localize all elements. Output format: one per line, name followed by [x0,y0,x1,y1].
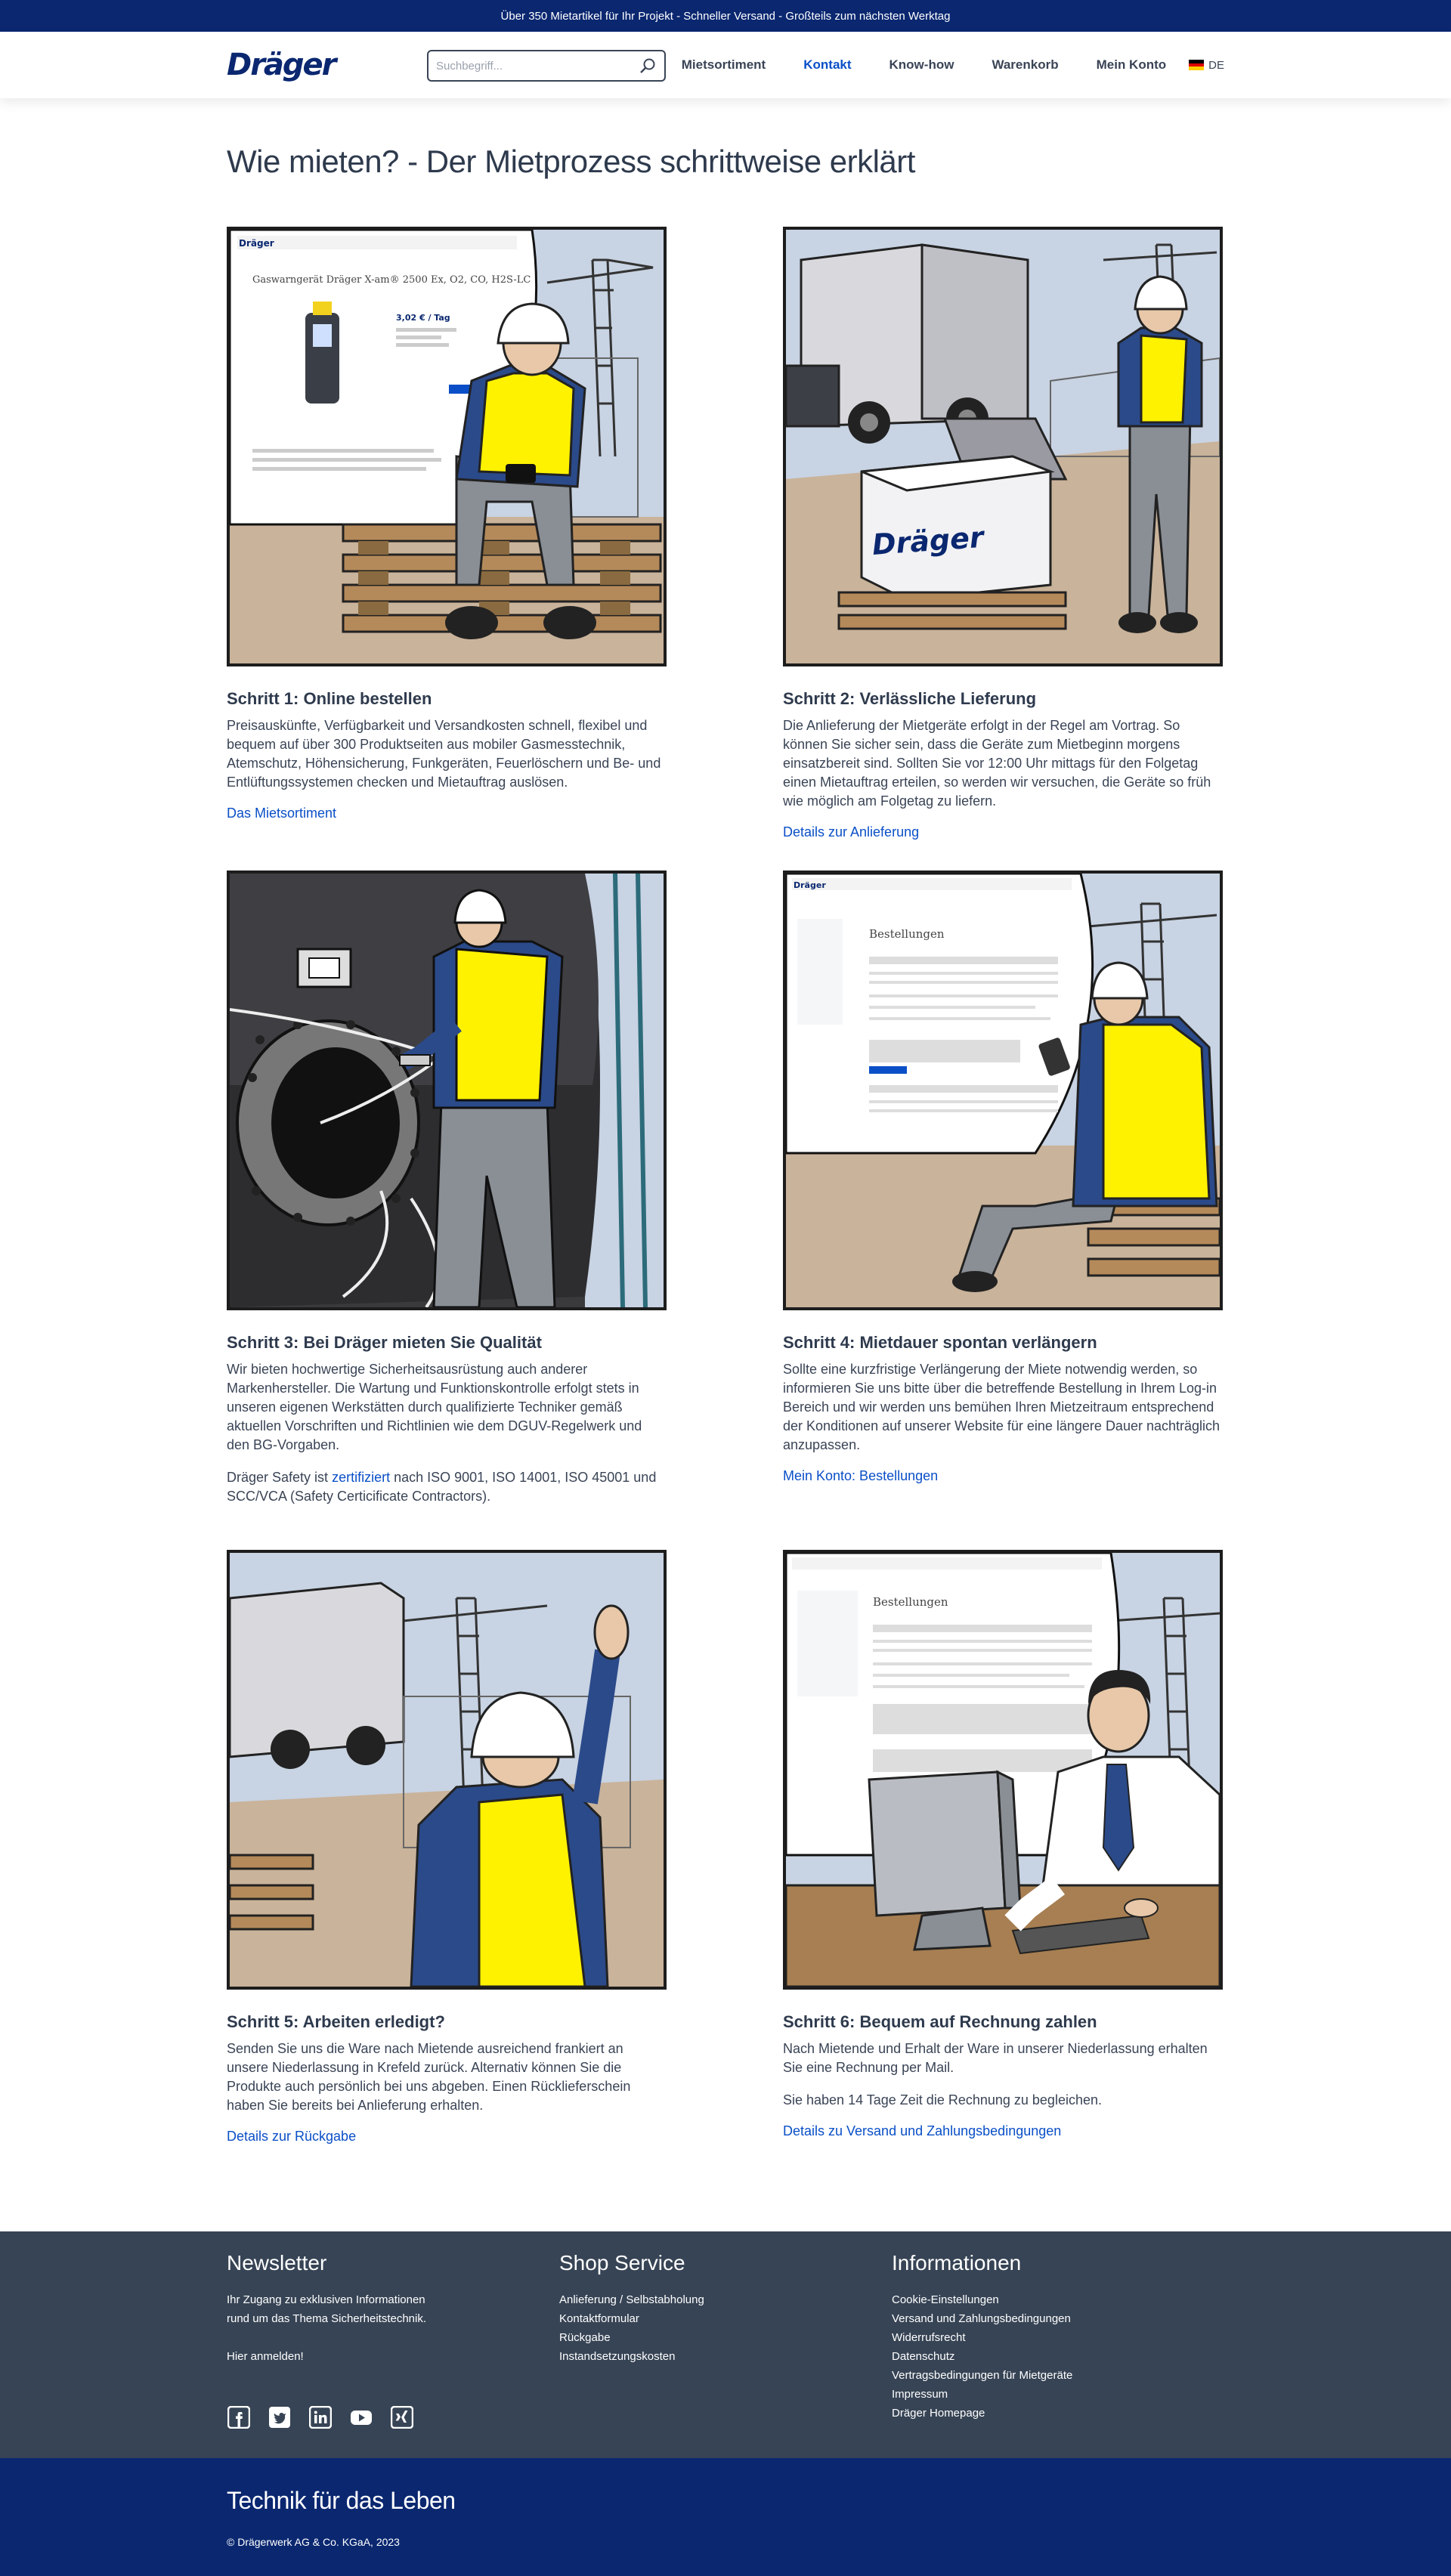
language-label: DE [1208,58,1224,72]
promo-bar [0,0,1451,32]
youtube-icon[interactable] [349,2405,373,2429]
footer-link-kontaktformular[interactable]: Kontaktformular [559,2312,639,2325]
step-1-link[interactable]: Das Mietsortiment [227,806,337,821]
step-6-illustration [783,1550,1223,1990]
linkedin-icon[interactable] [308,2405,333,2429]
step-5-illustration [227,1550,667,1990]
search-input[interactable] [436,60,639,73]
step-4-link[interactable]: Mein Konto: Bestellungen [783,1468,939,1483]
nav-warenkorb[interactable]: Warenkorb [992,57,1059,72]
step-2-text: Die Anlieferung der Mietgeräte erfolgt in der Regel am Vortrag. So können Sie sicher sein, dass die Geräte zum Mietbeginn morgens einsatzbereit sind. Sollten Sie vor 12:00 Uhr mittags für den Folgetag einen Mietauftrag erteilen, so werden wir versuchen, die Geräte so früh wie möglich am Folgetag zu liefern. [783,718,1211,809]
step-2-illustration [783,227,1223,666]
newsletter-text-1: Ihr Zugang zu exklusiven Informationen [227,2293,425,2306]
step-3 [227,871,667,1520]
footer-link-versand[interactable]: Versand und Zahlungsbedingungen [892,2312,1071,2325]
step-6-text-2: Sie haben 14 Tage Zeit die Rechnung zu begleichen. [783,2092,1102,2107]
step-1-illustration [227,227,667,666]
site-footer [0,2231,1451,2458]
copyright: © Drägerwerk AG & Co. KGaA, 2023 [227,2536,400,2548]
step-3-title: Schritt 3: Bei Dräger mieten Sie Qualität [227,1333,542,1352]
twitter-icon[interactable] [268,2405,292,2429]
step-4 [783,871,1223,1520]
shop-service-column [559,2251,892,2429]
nav-mein-konto[interactable]: Mein Konto [1096,57,1167,72]
language-switch[interactable] [1189,59,1224,72]
site-header [0,32,1451,98]
step-5-link[interactable]: Details zur Rückgabe [227,2129,357,2144]
step-4-illustration [783,871,1223,1310]
step-1-screen-title: Gaswarngerät Dräger X-am® 2500 Ex, O2, CO, H2S-LC [252,274,531,286]
footer-link-vertragsbedingungen[interactable]: Vertragsbedingungen für Mietgeräte [892,2369,1073,2382]
slogan: Technik für das Leben [227,2487,456,2514]
promo-text: Über 350 Mietartikel für Ihr Projekt - Schneller Versand - Großteils zum nächsten Werktag [500,9,951,23]
step-2-title: Schritt 2: Verlässliche Lieferung [783,689,1037,708]
step-3-illustration [227,871,667,1310]
step-2-link[interactable]: Details zur Anlieferung [783,824,920,840]
shop-service-title: Shop Service [559,2251,685,2274]
step-1-text: Preisauskünfte, Verfügbarkeit und Versandkosten schnell, flexibel und bequem auf über 300 Produktseiten aus mobiler Gasmesstechnik, Atemschutz, Höhensicherung, Funkgeräten, Feuerlöschern und Be- und Entlüftungssystemen checken und Mietauftrag auslösen. [227,718,661,790]
step-3-text-2-after: nach ISO 9001, ISO 14001, ISO 45001 und SCC/VCA (Safety Certicificate Contractors). [227,1470,657,1504]
newsletter-text-2: rund um das Thema Sicherheitstechnik. [227,2312,427,2325]
step-2-box-label: Dräger [871,520,985,561]
footer-link-instandsetzung[interactable]: Instandsetzungskosten [559,2350,676,2363]
informationen-title: Informationen [892,2251,1022,2274]
step-2 [783,227,1223,840]
step-6-title: Schritt 6: Bequem auf Rechnung zahlen [783,2012,1097,2031]
nav-mietsortiment[interactable]: Mietsortiment [681,57,766,72]
search-box [427,50,666,82]
step-3-text: Wir bieten hochwertige Sicherheitsausrüstung auch anderer Markenhersteller. Die Wartung und Funktionskontrolle erfolgt stets in unseren eigenen Werkstätten durch qualifizierte Techniker gemäß aktuellen Vorschriften und Richtlinien wie dem DGUV-Regelwerk und den BG-Vorgaben. [227,1362,642,1452]
steps-grid [227,227,1224,2175]
step-6-link[interactable]: Details zu Versand und Zahlungsbedingungen [783,2123,1062,2138]
main-content [227,144,1224,2175]
footer-link-anlieferung[interactable]: Anlieferung / Selbstabholung [559,2293,704,2306]
step-1-title: Schritt 1: Online bestellen [227,689,432,708]
step-4-text: Sollte eine kurzfristige Verlängerung der Miete notwendig werden, so informieren Sie uns bitte über die betreffende Bestellung in Ihrem Log-in Bereich und wir werden uns bemühen Ihren Mietzeitraum entsprechend der Konditionen auf unserer Website für eine längere Dauer nachträglich anzupassen. [783,1362,1221,1452]
page-title: Wie mieten? - Der Mietprozess schrittweise erklärt [227,144,915,179]
social-links [227,2405,559,2429]
step-1 [227,227,667,840]
newsletter-title: Newsletter [227,2251,327,2274]
svg-text:Dräger: Dräger [794,880,826,890]
draeger-logo[interactable]: Dräger [227,48,336,82]
step-5 [227,1550,667,2145]
step-4-screen-title: Bestellungen [869,927,945,941]
newsletter-signup-link[interactable]: Hier anmelden! [227,2350,304,2363]
step-6 [783,1550,1223,2145]
svg-text:Dräger: Dräger [239,238,274,249]
certified-link[interactable]: zertifiziert [332,1470,391,1485]
newsletter-column [227,2251,559,2429]
footer-link-rueckgabe[interactable]: Rückgabe [559,2331,611,2344]
xing-icon[interactable] [390,2405,414,2429]
step-1-screen-price: 3,02 € / Tag [396,313,450,323]
footer-link-widerruf[interactable]: Widerrufsrecht [892,2331,966,2344]
nav-kontakt[interactable]: Kontakt [803,57,852,72]
step-3-text-2-before: Dräger Safety ist [227,1470,333,1485]
step-5-title: Schritt 5: Arbeiten erledigt? [227,2012,445,2031]
step-6-screen-title: Bestellungen [873,1595,948,1609]
footer-link-datenschutz[interactable]: Datenschutz [892,2350,955,2363]
main-nav [644,32,1224,98]
bottom-bar [0,2458,1451,2576]
step-5-text: Senden Sie uns die Ware nach Mietende ausreichend frankiert an unsere Niederlassung in Krefeld zurück. Alternativ können Sie die Produkte auch persönlich bei uns abgeben. Einen Rücklieferschein haben Sie bereits bei Anlieferung erhalten. [227,2041,631,2113]
footer-link-impressum[interactable]: Impressum [892,2388,948,2401]
informationen-column [892,2251,1224,2429]
german-flag-icon [1189,60,1204,70]
footer-link-homepage[interactable]: Dräger Homepage [892,2407,985,2420]
step-3-text-2 [227,1468,667,1506]
footer-link-cookie[interactable]: Cookie-Einstellungen [892,2293,999,2306]
nav-know-how[interactable]: Know-how [889,57,954,72]
step-4-title: Schritt 4: Mietdauer spontan verlängern [783,1333,1097,1352]
facebook-icon[interactable] [227,2405,251,2429]
step-6-text: Nach Mietende und Erhalt der Ware in unserer Niederlassung erhalten Sie eine Rechnung per Mail. [783,2041,1208,2075]
